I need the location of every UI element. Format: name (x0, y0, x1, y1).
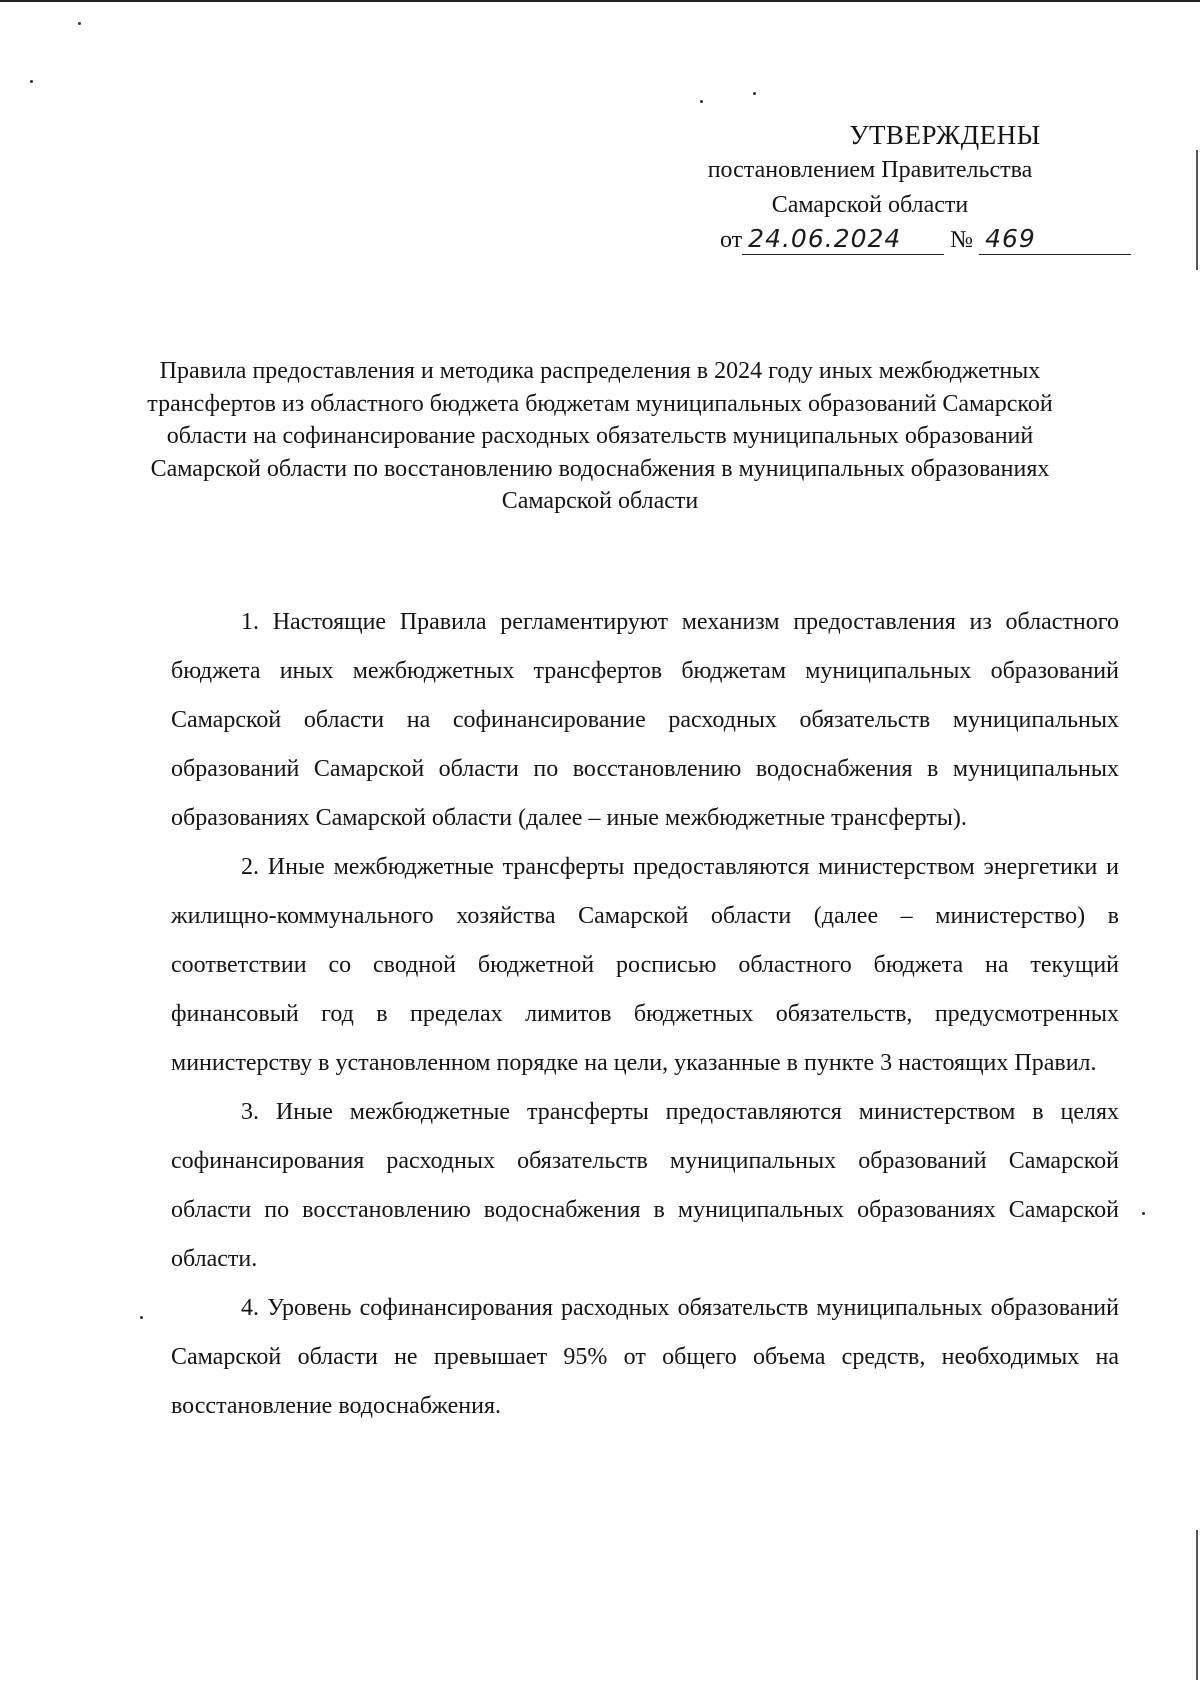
document-title: Правила предоставления и методика распределения в 2024 году иных межбюджетных трансфертов из областного бюджета бюджетам муниципальных образований Самарской области на софинансирование расходных обязательств муниципальных образований Самарской области по восстановлению водоснабжения в муниципальных образованиях Самарской области (147, 358, 1053, 514)
number-prefix: № (950, 227, 974, 253)
approval-date-row (680, 223, 1100, 258)
page-top-border (0, 0, 1200, 2)
scan-speck (78, 22, 81, 25)
scan-edge-line (1196, 150, 1198, 270)
paragraph-3: 3. Иные межбюджетные трансферты предоставляются министерством в целях софинансирования расходных обязательств муниципальных образований Самарской области по восстановлению водоснабжения в муниципальных образованиях Самарской области. (171, 1099, 1119, 1272)
scan-speck (30, 80, 33, 83)
document-body (171, 598, 1119, 1431)
number-field (979, 225, 1131, 255)
handwritten-date: 24.06.2024 (748, 224, 902, 253)
approval-region: Самарской области (771, 192, 969, 218)
handwritten-number: 469 (985, 224, 1036, 253)
scan-speck (1142, 1212, 1145, 1215)
scan-edge-line (1196, 1530, 1198, 1680)
paragraph-1: 1. Настоящие Правила регламентируют механизм предоставления из областного бюджета иных межбюджетных трансфертов бюджетам муниципальных образований Самарской области на софинансирование расходных обязательств муниципальных образований Самарской области по восстановлению водоснабжения в муниципальных образованиях Самарской области (далее – иные межбюджетные трансферты). (171, 609, 1119, 831)
approval-heading: УТВЕРЖДЕНЫ (849, 120, 1041, 150)
paragraph-2: 2. Иные межбюджетные трансферты предоставляются министерством энергетики и жилищно-коммунального хозяйства Самарской области (далее – министерство) в соответствии со сводной бюджетной росписью областного бюджета на текущий финансовый год в пределах лимитов бюджетных обязательств, предусмотренных министерству в установленном порядке на цели, указанные в пункте 3 настоящих Правил. (171, 854, 1119, 1076)
scan-speck (700, 100, 703, 103)
approval-authority: постановлением Правительства (707, 157, 1033, 183)
approval-block (640, 118, 1100, 258)
paragraph-4: 4. Уровень софинансирования расходных обязательств муниципальных образований Самарской области не превышает 95% от общего объема средств, необходимых на восстановление водоснабжения. (171, 1295, 1119, 1419)
scan-speck (140, 1316, 143, 1319)
date-field (742, 225, 944, 255)
date-prefix: от (720, 227, 743, 253)
scan-speck (753, 92, 756, 95)
